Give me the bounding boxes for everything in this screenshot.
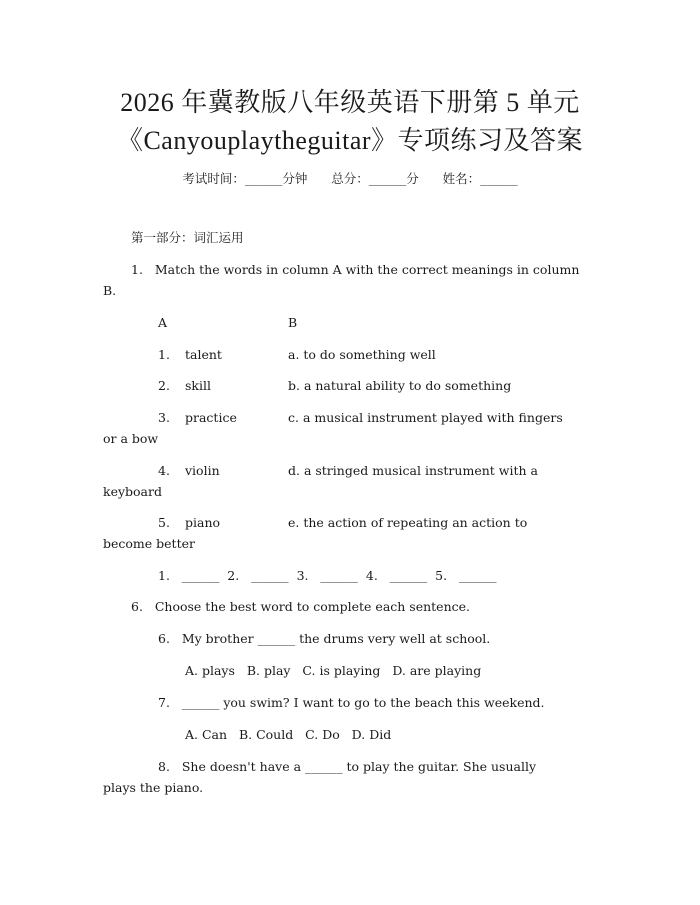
document-title-line-1: 2026 年冀教版八年级英语下册第 5 单元 [120, 88, 580, 117]
question-6-instruction: 6. Choose the best word to complete each sentence. [131, 599, 471, 614]
match-word: talent [185, 347, 222, 362]
exam-info: 考试时间：______分钟 总分：______分 姓名：______ [182, 171, 518, 186]
match-word: practice [185, 410, 237, 425]
match-meaning: a. to do something well [288, 347, 436, 362]
match-meaning: d. a stringed musical instrument with a [288, 463, 538, 478]
question-1-line-1: 1. Match the words in column A with the correct meanings in column [131, 262, 580, 277]
question-6-options: A. plays B. play C. is playing D. are playing [185, 663, 482, 678]
column-a-header: A [158, 315, 168, 330]
question-8-line-2: plays the piano. [103, 780, 204, 795]
question-6: 6. My brother ______ the drums very well at school. [158, 631, 491, 646]
question-7-options: A. Can B. Could C. Do D. Did [185, 727, 392, 742]
match-meaning: b. a natural ability to do something [288, 378, 512, 393]
match-number: 5. [158, 515, 170, 530]
section-heading: 第一部分：词汇运用 [131, 230, 244, 245]
match-number: 4. [158, 463, 170, 478]
match-number: 1. [158, 347, 170, 362]
match-word: violin [185, 463, 220, 478]
match-word: skill [185, 378, 211, 393]
match-meaning: c. a musical instrument played with fingers [288, 410, 563, 425]
document-title-line-2: 《Canyouplaytheguitar》专项练习及答案 [116, 126, 584, 155]
match-meaning-continued: keyboard [103, 484, 162, 499]
column-b-header: B [288, 315, 298, 330]
match-meaning-continued: or a bow [103, 431, 159, 446]
question-8-line-1: 8. She doesn't have a ______ to play the guitar. She usually [158, 759, 537, 774]
question-7: 7. ______ you swim? I want to go to the beach this weekend. [158, 695, 545, 710]
answer-blanks: 1. ______ 2. ______ 3. ______ 4. ______ 5. ______ [158, 568, 497, 583]
question-1-line-2: B. [103, 283, 117, 298]
match-word: piano [185, 515, 221, 530]
match-meaning-continued: become better [103, 536, 195, 551]
match-meaning: e. the action of repeating an action to [288, 515, 528, 530]
match-number: 2. [158, 378, 170, 393]
match-number: 3. [158, 410, 170, 425]
